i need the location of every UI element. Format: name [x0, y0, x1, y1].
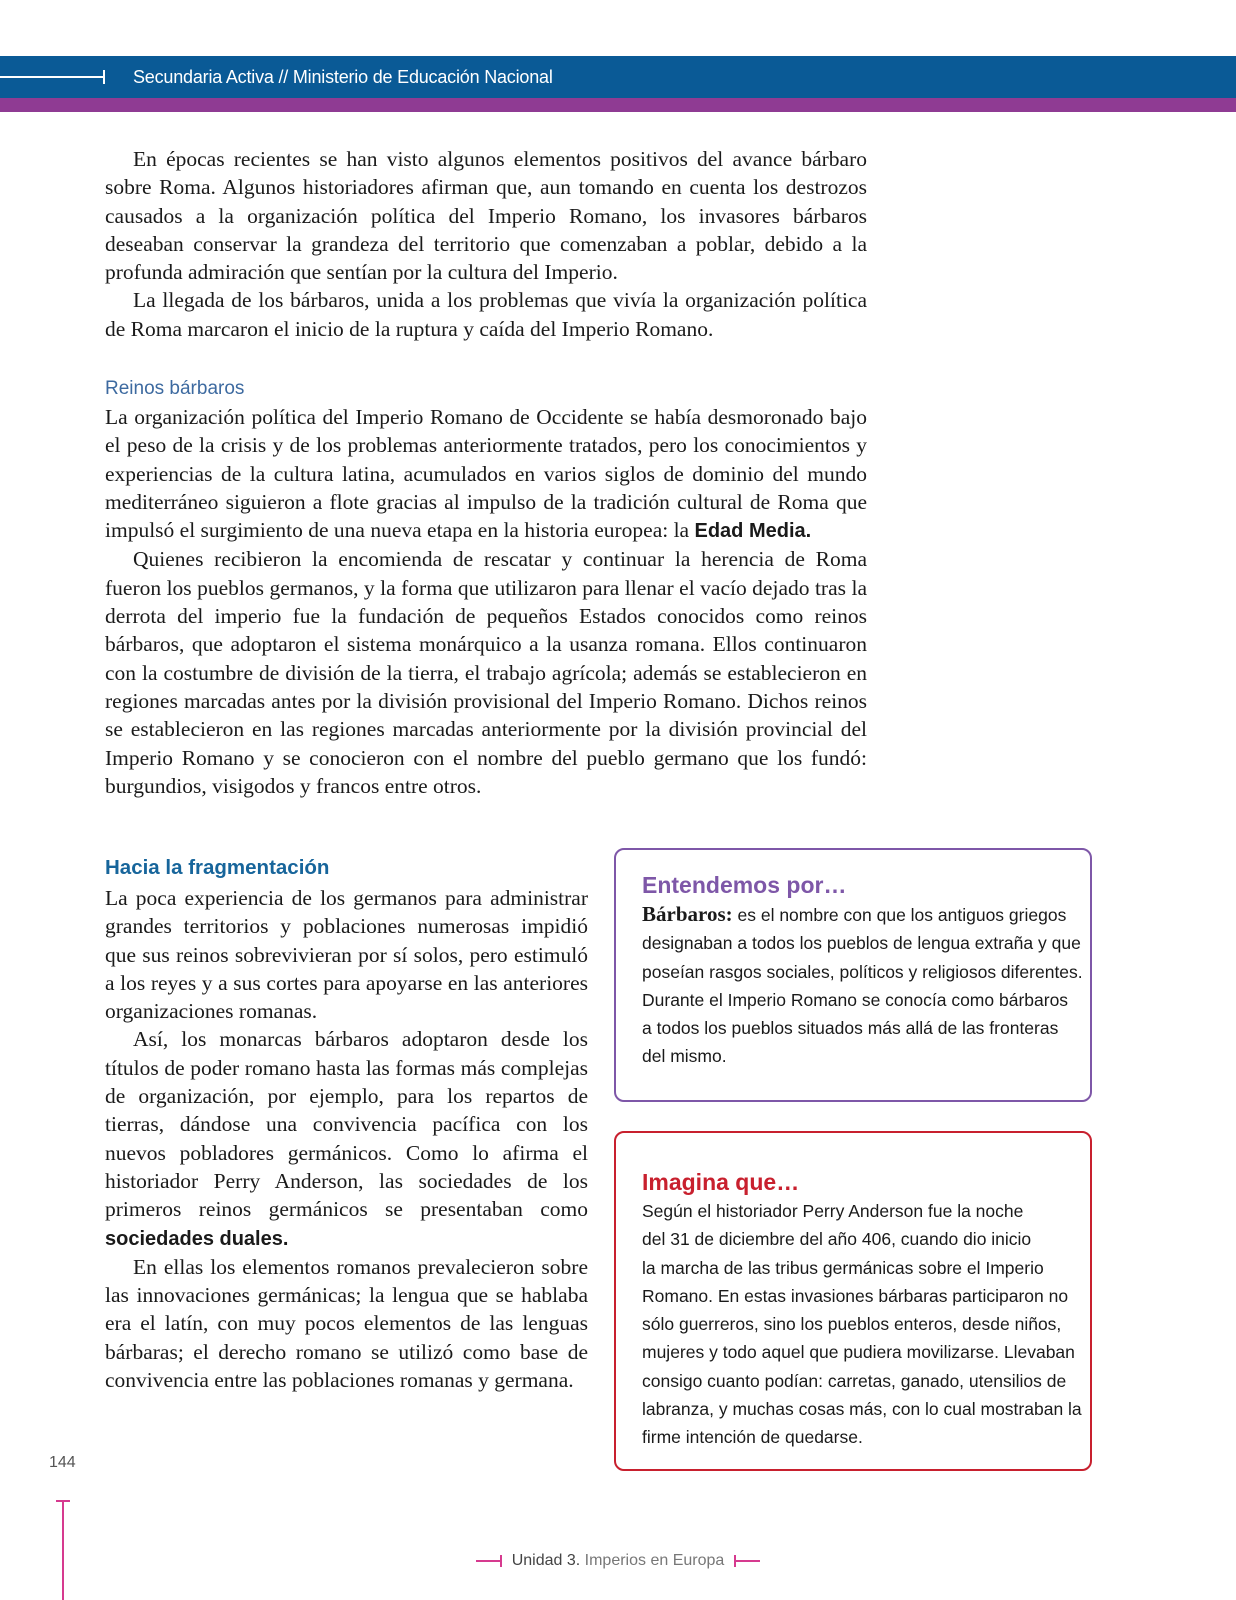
imagina-line: labranza, y muchas cosas más, con lo cual mostraban la — [642, 1399, 1082, 1420]
header-rule-tick — [103, 70, 105, 84]
entendemos-line: designaban a todos los pueblos de lengua extraña y que — [642, 933, 1081, 954]
fragmentacion-heading: Hacia la fragmentación — [105, 856, 330, 879]
fragmentacion-paragraph-2-text: Así, los monarcas bárbaros adoptaron desde los títulos de poder romano hasta las formas más complejas de organización, por ejemplo, para los repartos de tierras, dándose una convivencia pacífica con los nuevos pobladores germánicos. Como lo afirma el historiador Perry Anderson, las sociedades de los primeros reinos germánicos se presentaban como — [105, 1027, 588, 1222]
imagina-line: Romano. En estas invasiones bárbaras participaron no — [642, 1285, 1069, 1306]
fragmentacion-section — [105, 884, 588, 1394]
sociedades-duales: sociedades duales. — [105, 1227, 289, 1250]
imagina-body — [642, 1197, 1082, 1452]
imagina-line: consigo cuanto podían: carretas, ganado, utensilios de — [642, 1370, 1067, 1391]
imagina-title: Imagina que… — [642, 1169, 800, 1195]
imagina-box — [614, 1131, 1092, 1471]
footer — [0, 1550, 1236, 1572]
reinos-section — [105, 403, 867, 800]
footer-topic: Imperios en Europa — [584, 1552, 725, 1569]
entendemos-line: a todos los pueblos situados más allá de las fronteras — [642, 1018, 1059, 1039]
footer-right-ornament — [734, 1560, 760, 1562]
fragmentacion-paragraph-1: La poca experiencia de los germanos para administrar grandes territorios y poblaciones numerosas impidió que sus reinos sobrevivieran por sí solos, pero estimuló a los reyes y a sus cortes para apoyarse en las anteriores organizaciones romanas. — [105, 886, 588, 1024]
header-stripe — [0, 98, 1236, 112]
entendemos-line: del mismo. — [642, 1046, 727, 1067]
intro-paragraph-1: En épocas recientes se han visto algunos elementos positivos del avance bárbaro sobre Roma. Algunos historiadores afirman que, aun tomando en cuenta los destrozos causados a la organización política del Imperio Romano, los invasores bárbaros deseaban conservar la grandeza del territorio que comenzaban a poblar, debido a la profunda admiración que sentían por la cultura del Imperio. — [105, 147, 867, 285]
imagina-line: sólo guerreros, sino los pueblos enteros, desde niños, — [642, 1314, 1062, 1335]
reinos-heading: Reinos bárbaros — [105, 378, 245, 399]
entendemos-line — [642, 900, 1076, 929]
entendemos-line: Durante el Imperio Romano se conocía como bárbaros — [642, 989, 1069, 1010]
header-title: Secundaria Activa // Ministerio de Educación Nacional — [133, 67, 553, 87]
fragmentacion-paragraph-3: En ellas los elementos romanos prevalecieron sobre las innovaciones germánicas; la lengua que se hablaba era el latín, con muy pocos elementos de las lenguas bárbaras; el derecho romano se utilizó como base de convivencia entre las poblaciones romanas y germana. — [105, 1254, 588, 1393]
entendemos-line: poseían rasgos sociales, políticos y religiosos diferentes. — [642, 961, 1083, 982]
fragmentacion-paragraph-2 — [105, 1025, 588, 1252]
entendemos-box — [614, 848, 1092, 1102]
imagina-line: Según el historiador Perry Anderson fue la noche — [642, 1201, 1024, 1221]
imagina-line: mujeres y todo aquel que pudiera movilizarse. Llevaban — [642, 1342, 1075, 1363]
intro-paragraph-2: La llegada de los bárbaros, unida a los problemas que vivía la organización política de Roma marcaron el inicio de la ruptura y caída del Imperio Romano. — [105, 288, 867, 341]
entendemos-line-text: es el nombre con que los antiguos griegos — [737, 905, 1067, 925]
reinos-edad-media: Edad Media. — [694, 520, 812, 543]
entendemos-title: Entendemos por… — [642, 872, 847, 898]
reinos-paragraph-1-text: La organización política del Imperio Romano de Occidente se había desmoronado bajo el peso de la crisis y de los problemas anteriormente tratados, pero los conocimientos y experiencias de la cultura latina, acumulados en varios siglos de dominio del mundo mediterráneo siguieron a flote gracias al impulso de la tradición cultural de Roma que impulsó el surgimiento de una nueva etapa en la historia europea: la — [105, 405, 867, 543]
page-number: 144 — [49, 1454, 76, 1471]
header-rule — [0, 76, 104, 78]
reinos-paragraph-1 — [105, 403, 867, 545]
reinos-paragraph-2: Quienes recibieron la encomienda de rescatar y continuar la herencia de Roma fueron los pueblos germanos, y la forma que utilizaron para llenar el vacío dejado tras la derrota del imperio fue la fundación de pequeños Estados conocidos como reinos bárbaros, que adoptaron el sistema monárquico a la usanza romana. Ellos continuaron con la costumbre de división de la tierra, el trabajo agrícola; además se establecieron en regiones marcadas antes por la división provisional del Imperio Romano. Dichos reinos se establecieron en las regiones marcadas anteriormente por la división provincial del Imperio Romano y se conocieron con el nombre del pueblo germano que los fundó: burgundios, visigodos y francos entre otros. — [105, 547, 867, 798]
imagina-line: firme intención de quedarse. — [642, 1427, 863, 1448]
entendemos-body — [642, 900, 1083, 1071]
footer-left-ornament — [476, 1560, 502, 1562]
entendemos-term: Bárbaros: — [642, 902, 733, 926]
imagina-line: la marcha de las tribus germánicas sobre el Imperio — [642, 1257, 1044, 1278]
imagina-line: del 31 de diciembre del año 406, cuando dio inicio — [642, 1229, 1032, 1250]
footer-unit: Unidad 3. — [511, 1552, 581, 1569]
intro-section — [105, 145, 867, 343]
